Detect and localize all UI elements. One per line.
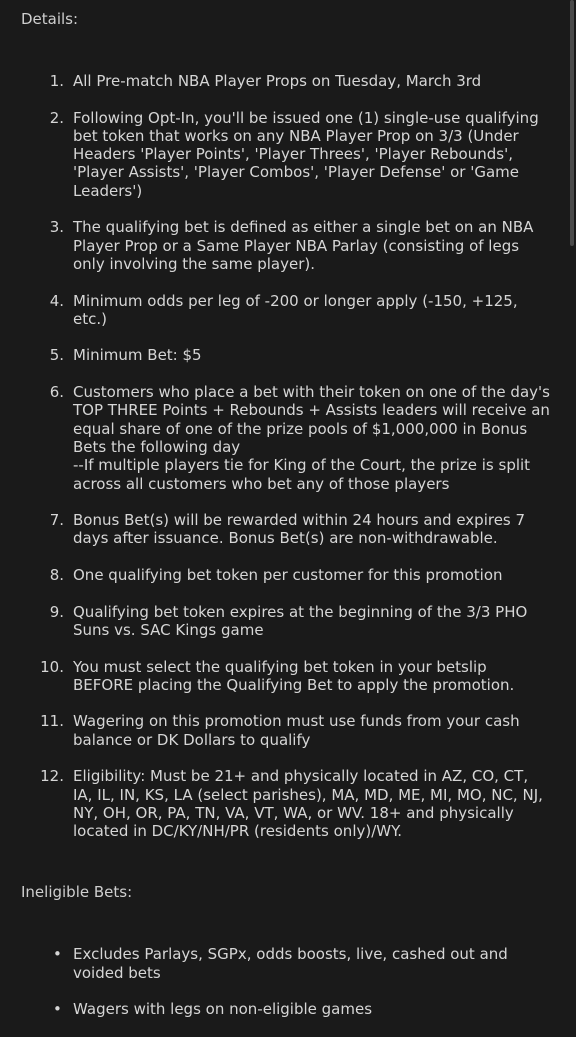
list-item [21, 292, 550, 329]
list-item [21, 511, 550, 548]
bullet-icon: • [53, 1000, 62, 1019]
item-text: You must select the qualifying bet token in your betslip BEFORE placing the Qualifying Bet to apply the promotion. [73, 657, 515, 694]
item-number: 4. [49, 291, 64, 310]
list-item [21, 658, 550, 695]
list-item [21, 1000, 550, 1018]
item-text: Excludes Parlays, SGPx, odds boosts, live, cashed out and voided bets [73, 945, 508, 982]
item-text: Following Opt-In, you'll be issued one (1) single-use qualifying bet token that works on any NBA Player Prop on 3/3 (Under Headers 'Player Points', 'Player Threes', 'Player Rebounds', 'Player Assists', 'Player Combos', 'Player Defense' or 'Game Leaders') [73, 108, 539, 200]
item-number: 5. [49, 346, 64, 365]
item-text: The qualifying bet is defined as either a single bet on an NBA Player Prop or a Same Player NBA Parlay (consisting of legs only involving the same player). [73, 218, 534, 273]
item-text: One qualifying bet token per customer for this promotion [73, 566, 503, 585]
item-text: Minimum odds per leg of -200 or longer apply (-150, +125, etc.) [73, 291, 518, 328]
scrollbar-thumb[interactable] [570, 0, 574, 246]
list-item [21, 603, 550, 640]
item-number: 3. [49, 218, 64, 237]
item-text: Qualifying bet token expires at the beginning of the 3/3 PHO Suns vs. SAC Kings game [73, 602, 528, 639]
item-text: All Pre-match NBA Player Props on Tuesday, March 3rd [73, 72, 482, 90]
item-text: Bonus Bet(s) will be rewarded within 24 hours and expires 7 days after issuance. Bonus Bet(s) are non-withdrawable. [73, 511, 526, 548]
list-item [21, 383, 550, 493]
ineligible-bets-heading: Ineligible Bets: [21, 883, 133, 902]
item-text: Customers who place a bet with their token on one of the day's TOP THREE Points + Rebounds + Assists leaders will receive an equal share of one of the prize pools of $1,000,000 in Bonus Bets the following day --If multiple players tie for King of the Court, the prize is split across all customers who bet any of those players [73, 383, 550, 493]
list-item [21, 218, 550, 273]
item-text: Wagers with legs on non-eligible games [73, 1000, 373, 1019]
item-number: 2. [49, 108, 64, 127]
item-number: 1. [49, 72, 64, 90]
bullet-icon: • [53, 945, 62, 964]
item-number: 7. [49, 511, 64, 530]
list-item [21, 767, 550, 840]
details-list [21, 72, 550, 840]
ineligible-bets-list [21, 945, 550, 1018]
item-text: Wagering on this promotion must use funds from your cash balance or DK Dollars to qualify [73, 712, 520, 749]
item-text: Minimum Bet: $5 [73, 346, 202, 365]
details-heading: Details: [21, 10, 79, 28]
list-item [21, 346, 550, 364]
list-item [21, 712, 550, 749]
list-item [21, 945, 550, 982]
item-number: 11. [40, 712, 64, 731]
item-number: 9. [49, 602, 64, 621]
list-item [21, 109, 550, 200]
item-number: 12. [40, 767, 64, 786]
item-number: 6. [49, 383, 64, 402]
item-text: Eligibility: Must be 21+ and physically located in AZ, CO, CT, IA, IL, IN, KS, LA (select parishes), MA, MD, ME, MI, MO, NC, NJ, NY, OH, OR, PA, TN, VA, VT, WA, or WV. 18+ and physically located in DC/KY/NH/PR (residents only)/WY. [73, 767, 543, 841]
item-number: 8. [49, 566, 64, 585]
list-item [21, 72, 550, 90]
list-item [21, 566, 550, 584]
item-number: 10. [40, 657, 64, 676]
